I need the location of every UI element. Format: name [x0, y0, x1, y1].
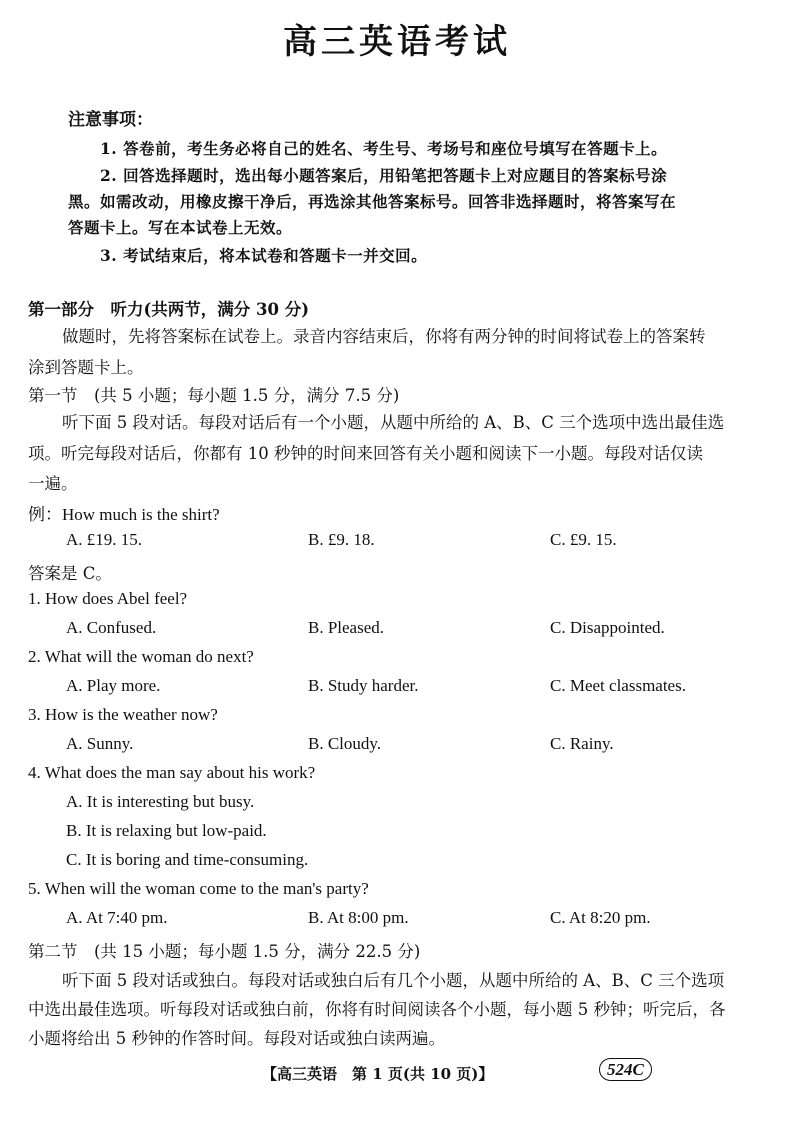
question-3-option-b: B. Cloudy. — [308, 734, 382, 753]
section1-intro-line: 项。听完每段对话后，你都有 10 秒钟的时间来回答有关小题和阅读下一小题。每段对话仅读 — [28, 444, 703, 463]
exam-code-badge: 524C — [599, 1058, 652, 1081]
notice-line: 答题卡上。写在本试卷上无效。 — [68, 218, 293, 237]
question-2-option-c: C. Meet classmates. — [550, 676, 686, 695]
notice-line: 1. 答卷前，考生务必将自己的姓名、考生号、考场号和座位号填写在答题卡上。 — [100, 139, 668, 158]
section2-intro-line: 中选出最佳选项。听每段对话或独白前，你将有时间阅读各个小题，每小题 5 秒钟；听完后，各 — [28, 1000, 726, 1019]
example-answer: 答案是 C。 — [28, 564, 112, 583]
notice-line: 3. 考试结束后，将本试卷和答题卡一并交回。 — [100, 246, 428, 265]
example-question: 例：How much is the shirt? — [28, 505, 220, 524]
question-3: 3. How is the weather now? — [28, 705, 218, 724]
question-3-option-c: C. Rainy. — [550, 734, 614, 753]
section2-heading: 第二节 (共 15 小题；每小题 1.5 分，满分 22.5 分) — [28, 942, 421, 961]
question-3-option-a: A. Sunny. — [66, 734, 134, 753]
notice-line: 黑。如需改动，用橡皮擦干净后，再选涂其他答案标号。回答非选择题时，将答案写在 — [68, 192, 677, 211]
question-4-option-c: C. It is boring and time-consuming. — [66, 850, 309, 869]
part1-intro-line: 做题时，先将答案标在试卷上。录音内容结束后，你将有两分钟的时间将试卷上的答案转 — [62, 327, 706, 346]
section1-heading: 第一节 (共 5 小题；每小题 1.5 分，满分 7.5 分) — [28, 386, 400, 405]
page-title: 高三英语考试 — [283, 22, 511, 62]
question-1-option-b: B. Pleased. — [308, 618, 385, 637]
page-footer: 【高三英语 第 1 页(共 10 页)】 — [262, 1065, 494, 1083]
question-4: 4. What does the man say about his work? — [28, 763, 316, 782]
notice-line: 2. 回答选择题时，选出每小题答案后，用铅笔把答题卡上对应题目的答案标号涂 — [100, 166, 668, 185]
question-5-option-b: B. At 8:00 pm. — [308, 908, 409, 927]
question-5-option-a: A. At 7:40 pm. — [66, 908, 168, 927]
question-4-option-a: A. It is interesting but busy. — [66, 792, 255, 811]
section2-intro-line: 小题将给出 5 秒钟的作答时间。每段对话或独白读两遍。 — [28, 1029, 445, 1048]
question-1-option-a: A. Confused. — [66, 618, 157, 637]
question-1: 1. How does Abel feel? — [28, 589, 188, 608]
question-2-option-a: A. Play more. — [66, 676, 161, 695]
question-1-option-c: C. Disappointed. — [550, 618, 665, 637]
example-option-b: B. £9. 18. — [308, 530, 375, 549]
question-4-option-b: B. It is relaxing but low-paid. — [66, 821, 267, 840]
question-5: 5. When will the woman come to the man's party? — [28, 879, 369, 898]
example-option-a: A. £19. 15. — [66, 530, 143, 549]
question-5-option-c: C. At 8:20 pm. — [550, 908, 651, 927]
part1-heading: 第一部分 听力(共两节，满分 30 分) — [28, 300, 310, 319]
section1-intro-line: 听下面 5 段对话。每段对话后有一个小题，从题中所给的 A、B、C 三个选项中选出最佳选 — [62, 413, 725, 432]
example-option-c: C. £9. 15. — [550, 530, 617, 549]
part1-intro-line: 涂到答题卡上。 — [28, 358, 144, 377]
section2-intro-line: 听下面 5 段对话或独白。每段对话或独白后有几个小题，从题中所给的 A、B、C 三个选项 — [62, 971, 725, 990]
question-2-option-b: B. Study harder. — [308, 676, 419, 695]
question-2: 2. What will the woman do next? — [28, 647, 254, 666]
notice-heading: 注意事项： — [68, 110, 153, 130]
section1-intro-line: 一遍。 — [28, 474, 78, 493]
